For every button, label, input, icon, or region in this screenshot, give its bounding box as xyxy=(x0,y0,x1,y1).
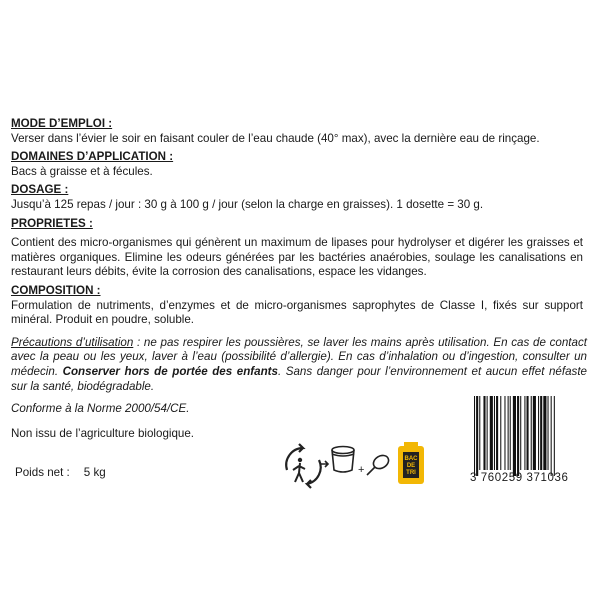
scoop-icon xyxy=(367,453,391,475)
barcode-bar xyxy=(533,396,536,470)
barcode-bar xyxy=(554,396,555,476)
domaines-text: Bacs à graisse et à fécules. xyxy=(11,164,153,178)
barcode-bar xyxy=(490,396,493,470)
barcode-bar xyxy=(551,396,552,476)
net-weight-label: Poids net : xyxy=(15,466,70,479)
precautions-label: Précautions d’utilisation xyxy=(11,335,134,349)
precautions-warning: Conserver hors de portée des enfants xyxy=(62,364,278,378)
barcode-bar xyxy=(494,396,495,470)
barcode-bar xyxy=(538,396,539,470)
mode-emploi-text: Verser dans l’évier le soir en faisant couler de l’eau chaude (40° max), avec la dernière eau de rinçage. xyxy=(11,131,540,145)
barcode-bar xyxy=(496,396,498,470)
proprietes-text: Contient des micro-organismes qui génèrent un maximum de lipases pour hydrolyser et digérer les graisses et matières organiques. Elimine les odeurs générées par les bactéries anaérobies, soulage les canalisations en restaurant leurs débits, évite la corrosion des canalisations, espace les vidanges. xyxy=(11,236,583,279)
non-bio-text: Non issu de l’agriculture biologique. xyxy=(11,426,195,440)
barcode-bar xyxy=(520,396,521,470)
barcode-bar xyxy=(476,396,478,476)
dosage-text: Jusqu’à 125 repas / jour : 30 g à 100 g / jour (selon la charge en graisses). 1 dosette = 30 g. xyxy=(11,197,484,211)
triman-recycling-icon xyxy=(286,444,320,488)
pictogram-row xyxy=(283,440,433,490)
barcode-bar xyxy=(517,396,519,476)
barcode-bar xyxy=(474,396,475,476)
barcode-bar xyxy=(510,396,511,470)
barcode-bar xyxy=(487,396,488,470)
arrow-icon xyxy=(321,461,328,467)
dosage-heading: DOSAGE : xyxy=(11,183,69,197)
precautions-paragraph xyxy=(11,336,587,394)
product-instructions xyxy=(11,117,588,441)
domaines-heading: DOMAINES D’APPLICATION : xyxy=(11,150,174,164)
mode-emploi-heading: MODE D’EMPLOI : xyxy=(11,117,113,130)
barcode-bar xyxy=(527,396,529,470)
barcode-bar xyxy=(508,396,509,470)
barcode-bar xyxy=(479,396,480,470)
precautions-text-after: . Sans danger pour l’environnement et aucun effet néfaste sur la santé, biodégradable. xyxy=(11,364,588,393)
barcode-bar xyxy=(543,396,546,470)
bucket-icon xyxy=(332,447,354,473)
barcode-bar xyxy=(524,396,525,470)
bac-de-tri-icon xyxy=(398,442,424,484)
bin-label-1: BAC xyxy=(404,456,418,462)
barcode-bar xyxy=(483,396,485,470)
net-weight-value: 5 kg xyxy=(83,466,106,479)
conformity-text: Conforme à la Norme 2000/54/CE. xyxy=(11,402,190,416)
barcode-bar xyxy=(540,396,542,470)
barcode-bar xyxy=(513,396,516,476)
barcode-bar xyxy=(504,396,505,470)
barcode-bar xyxy=(531,396,532,470)
net-weight xyxy=(15,466,106,479)
composition-heading: COMPOSITION : xyxy=(11,283,101,297)
barcode-bar xyxy=(548,396,549,470)
bin-label-3: TRI xyxy=(406,470,416,476)
composition-text: Formulation de nutriments, d’enzymes et de micro-organismes saprophytes de Classe I, fixés sur support minéral. Produit en poudre, soluble. xyxy=(11,298,583,327)
precautions-text-before: : ne pas respirer les poussières, se laver les mains après utilisation. En cas de contact avec la peau ou les yeux, laver à l’eau (possibilité d’allergie). En cas d’inhalation ou d’ingestion, consulter un médecin. xyxy=(11,335,587,378)
barcode-number: 3 760259 371036 xyxy=(470,472,569,484)
bin-label-2: DE xyxy=(406,463,416,469)
barcode-bar xyxy=(500,396,501,470)
plus-icon: + xyxy=(358,464,365,476)
proprietes-heading: PROPRIETES : xyxy=(11,216,93,230)
